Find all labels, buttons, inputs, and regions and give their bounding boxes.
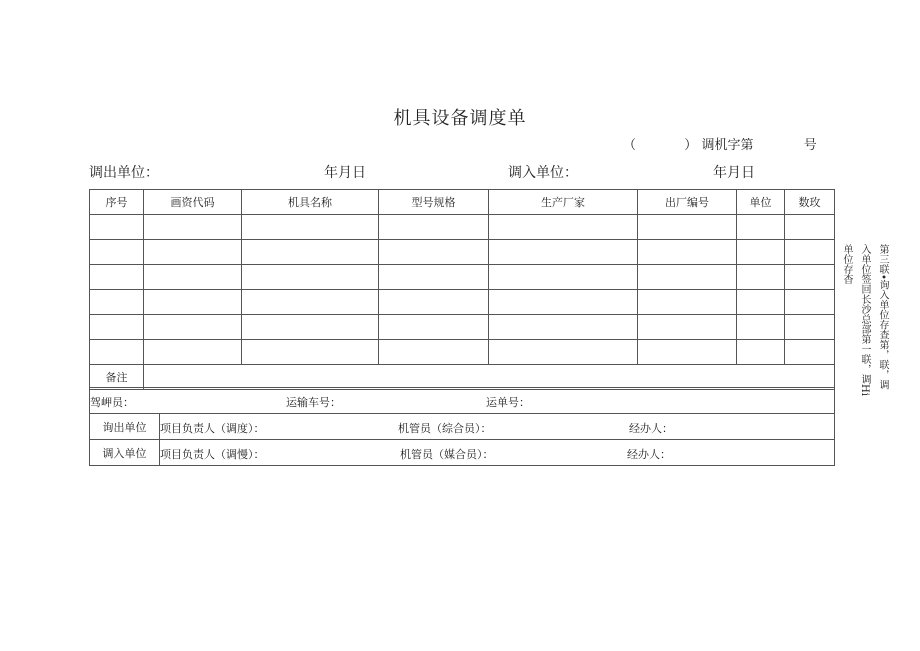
table-cell[interactable]	[737, 240, 785, 265]
order-number-suffix: 号	[803, 138, 817, 153]
side-note-col3: 单位存杳	[841, 244, 852, 284]
transport-row	[90, 388, 835, 414]
table-cell[interactable]	[144, 340, 242, 365]
table-cell[interactable]	[379, 240, 489, 265]
table-row	[90, 315, 835, 340]
in-row-handler-label: 经办人：	[627, 448, 671, 461]
table-cell[interactable]	[785, 240, 835, 265]
col-header-quantity: 数玫	[785, 190, 835, 215]
col-header-asset-code: 画资代码	[144, 190, 242, 215]
vehicle-label: 运输车号：	[286, 396, 341, 409]
in-row-unit-label: 调入单位	[90, 440, 160, 466]
in-date: 年月日	[713, 165, 755, 181]
in-unit-row	[90, 440, 835, 466]
col-header-equipment-name: 机具名称	[242, 190, 379, 215]
out-row-manager-label: 机管员（综合员）：	[398, 422, 492, 435]
table-row	[90, 240, 835, 265]
side-note-col2: 入单位签回长沙总部第一联，调Hi	[859, 244, 870, 396]
signature-table	[89, 387, 835, 466]
table-row	[90, 215, 835, 240]
table-cell[interactable]	[489, 240, 638, 265]
table-cell[interactable]	[638, 340, 737, 365]
col-header-unit: 单位	[737, 190, 785, 215]
table-cell[interactable]	[144, 265, 242, 290]
table-cell[interactable]	[379, 290, 489, 315]
in-row-manager-label: 机管员（媒合员）：	[400, 448, 494, 461]
side-note-col1: 第三联•询入单位存查第，联，调	[877, 244, 888, 390]
table-cell[interactable]	[242, 340, 379, 365]
table-header-row	[90, 190, 835, 215]
out-row-pm-label: 项目负责人（调度）：	[160, 422, 265, 435]
table-cell[interactable]	[785, 215, 835, 240]
table-cell[interactable]	[638, 290, 737, 315]
document-title: 机具设备调度单	[393, 108, 527, 129]
table-cell[interactable]	[489, 215, 638, 240]
table-cell[interactable]	[144, 240, 242, 265]
table-row	[90, 265, 835, 290]
out-date: 年月日	[324, 165, 366, 181]
table-cell[interactable]	[90, 265, 144, 290]
driver-label: 驾岬员：	[90, 396, 134, 409]
table-cell[interactable]	[638, 215, 737, 240]
table-cell[interactable]	[90, 290, 144, 315]
table-cell[interactable]	[785, 290, 835, 315]
table-cell[interactable]	[242, 265, 379, 290]
table-row	[90, 290, 835, 315]
in-unit-label: 调入单位：	[508, 165, 578, 181]
table-cell[interactable]	[737, 340, 785, 365]
table-cell[interactable]	[90, 240, 144, 265]
table-row	[90, 340, 835, 365]
col-header-manufacturer: 生产厂家	[489, 190, 638, 215]
order-number-label: 调机字第	[701, 138, 754, 153]
paren-close: ）	[684, 138, 698, 153]
table-cell[interactable]	[379, 315, 489, 340]
table-cell[interactable]	[785, 315, 835, 340]
in-row-pm-label: 项目负责人（调慢）：	[160, 448, 265, 461]
table-cell[interactable]	[90, 315, 144, 340]
table-cell[interactable]	[242, 290, 379, 315]
col-header-model: 型号规格	[379, 190, 489, 215]
waybill-label: 运单号：	[486, 396, 530, 409]
table-cell[interactable]	[379, 340, 489, 365]
table-cell[interactable]	[90, 340, 144, 365]
table-cell[interactable]	[242, 240, 379, 265]
out-row-unit-label: 询出单位	[90, 414, 160, 440]
table-cell[interactable]	[638, 315, 737, 340]
table-cell[interactable]	[737, 290, 785, 315]
table-cell[interactable]	[489, 340, 638, 365]
table-cell[interactable]	[489, 315, 638, 340]
paren-open: （	[623, 138, 637, 153]
table-cell[interactable]	[737, 215, 785, 240]
table-cell[interactable]	[737, 265, 785, 290]
table-cell[interactable]	[379, 215, 489, 240]
table-cell[interactable]	[90, 215, 144, 240]
table-cell[interactable]	[638, 265, 737, 290]
side-copy-note	[838, 244, 890, 414]
out-unit-row	[90, 414, 835, 440]
table-cell[interactable]	[785, 340, 835, 365]
equipment-table	[89, 189, 835, 390]
remark-field[interactable]	[144, 365, 835, 390]
order-number-line	[623, 134, 817, 153]
table-cell[interactable]	[379, 265, 489, 290]
table-cell[interactable]	[144, 215, 242, 240]
table-cell[interactable]	[144, 290, 242, 315]
table-cell[interactable]	[638, 240, 737, 265]
table-cell[interactable]	[489, 265, 638, 290]
table-cell[interactable]	[242, 315, 379, 340]
table-cell[interactable]	[242, 215, 379, 240]
table-cell[interactable]	[737, 315, 785, 340]
table-cell[interactable]	[144, 315, 242, 340]
col-header-serial: 序号	[90, 190, 144, 215]
col-header-factory-number: 出厂编号	[638, 190, 737, 215]
table-cell[interactable]	[785, 265, 835, 290]
remark-row	[90, 365, 835, 390]
table-cell[interactable]	[489, 290, 638, 315]
remark-label: 备注	[90, 365, 144, 390]
out-row-handler-label: 经办人：	[629, 422, 673, 435]
out-unit-label: 调出单位：	[89, 165, 159, 181]
